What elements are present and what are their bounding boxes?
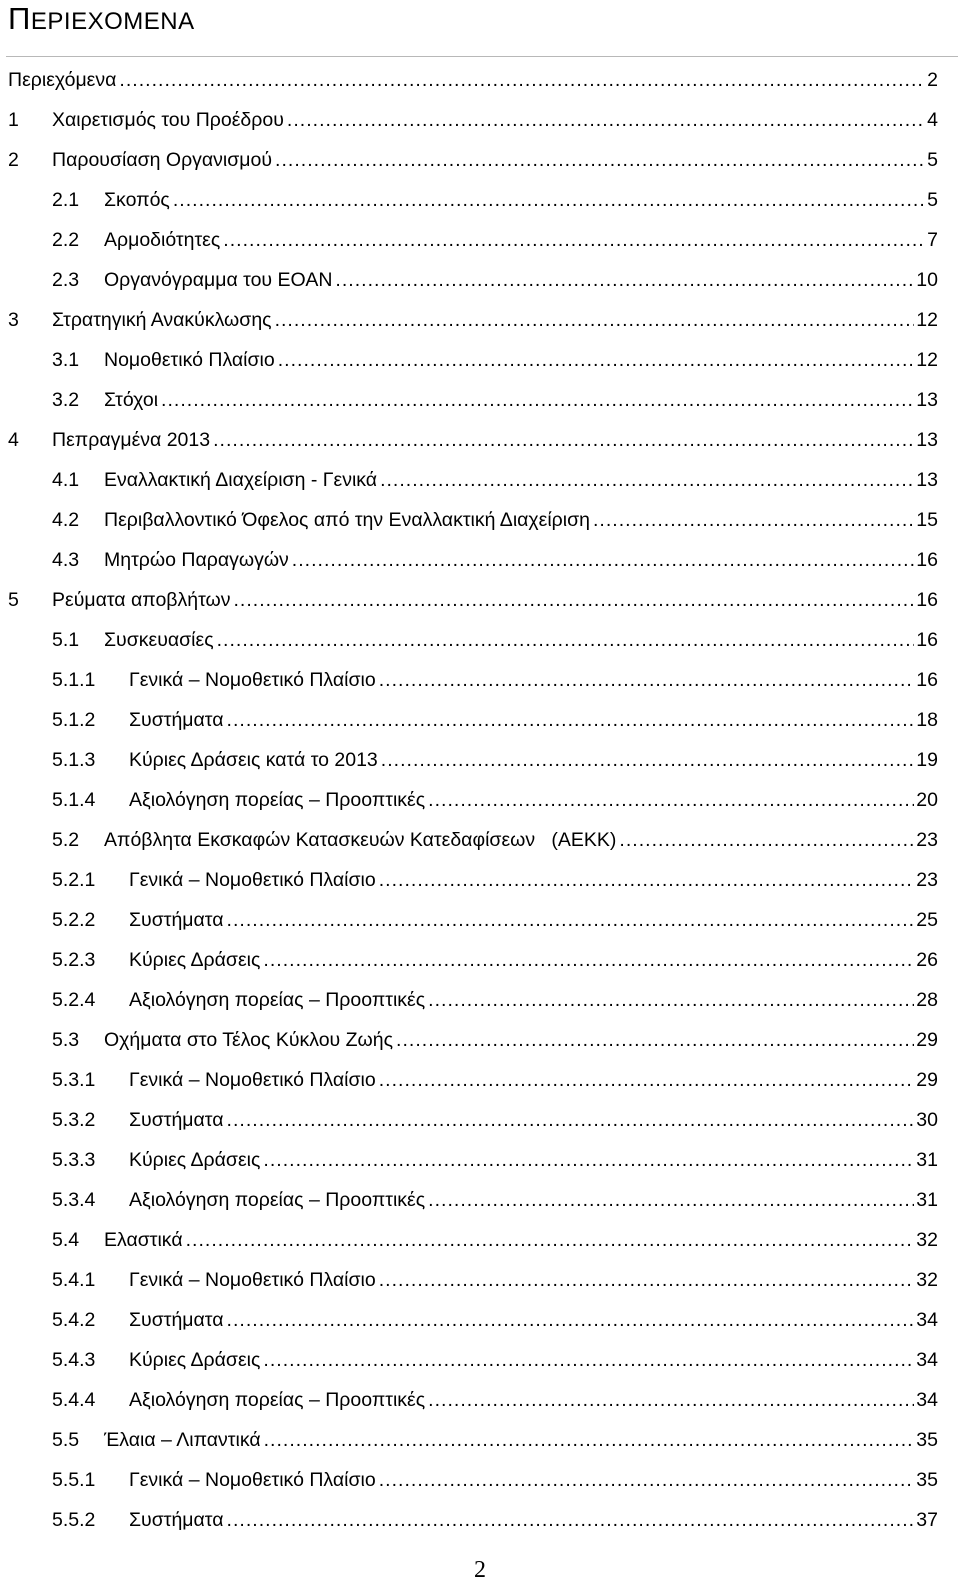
toc-entry-page: 2	[927, 68, 938, 91]
toc-entry-page: 26	[916, 948, 938, 971]
toc-dot-leader	[264, 1429, 915, 1451]
toc-entry-page: 35	[916, 1428, 938, 1451]
toc-entry-page: 29	[916, 1028, 938, 1051]
toc-entry-number: 2.2	[52, 228, 80, 251]
toc-entry[interactable]	[0, 100, 960, 140]
toc-entry-title: Παρουσίαση Οργανισμού	[52, 148, 273, 171]
toc-entry-page: 13	[916, 428, 938, 451]
toc-entry[interactable]	[0, 1260, 960, 1300]
toc-entry-number: 5.3	[52, 1028, 80, 1051]
toc-dot-leader	[428, 789, 914, 811]
toc-dot-leader	[223, 229, 925, 251]
toc-dot-leader	[227, 1509, 915, 1531]
toc-entry-title: Συσκευασίες	[104, 628, 214, 651]
toc-entry-page: 34	[916, 1388, 938, 1411]
toc-entry[interactable]	[0, 380, 960, 420]
toc-entry[interactable]	[0, 1100, 960, 1140]
toc-entry-number: 4.1	[52, 468, 80, 491]
toc-entry[interactable]	[0, 820, 960, 860]
toc-entry[interactable]	[0, 700, 960, 740]
toc-entry-title: Αρμοδιότητες	[104, 228, 221, 251]
toc-entry-page: 19	[916, 748, 938, 771]
toc-entry-page: 16	[916, 548, 938, 571]
toc-entry-title: Γενικά – Νομοθετικό Πλαίσιο	[129, 1268, 376, 1291]
toc-entry-page: 32	[916, 1268, 938, 1291]
toc-entry-number: 5.4.4	[52, 1388, 96, 1411]
toc-entry-title: Αξιολόγηση πορείας – Προοπτικές	[129, 988, 426, 1011]
toc-entry[interactable]	[0, 1140, 960, 1180]
toc-entry[interactable]	[0, 1500, 960, 1540]
toc-dot-leader	[396, 1029, 914, 1051]
toc-entry-page: 34	[916, 1308, 938, 1331]
toc-entry-page: 13	[916, 388, 938, 411]
toc-dot-leader	[263, 1349, 914, 1371]
toc-entry[interactable]	[0, 500, 960, 540]
toc-entry-title: Κύριες Δράσεις	[129, 1148, 261, 1171]
toc-entry[interactable]	[0, 1220, 960, 1260]
toc-entry-page: 20	[916, 788, 938, 811]
toc-entry-page: 34	[916, 1348, 938, 1371]
toc-entry-title: Γενικά – Νομοθετικό Πλαίσιο	[129, 1468, 376, 1491]
toc-entry-number: 5.1.2	[52, 708, 96, 731]
toc-entry-title: Γενικά – Νομοθετικό Πλαίσιο	[129, 868, 376, 891]
toc-entry-number: 2.1	[52, 188, 80, 211]
toc-entry[interactable]	[0, 460, 960, 500]
toc-entry-page: 29	[916, 1068, 938, 1091]
toc-heading-rest: ΕΡΙΕΧΟΜΕΝΑ	[30, 8, 195, 35]
toc-dot-leader	[263, 949, 914, 971]
toc-entry[interactable]	[0, 1420, 960, 1460]
toc-heading	[8, 2, 195, 39]
toc-entry-number: 5.3.1	[52, 1068, 96, 1091]
toc-dot-leader	[379, 869, 915, 891]
toc-entry-title: Αξιολόγηση πορείας – Προοπτικές	[129, 788, 426, 811]
toc-entry[interactable]	[0, 620, 960, 660]
toc-entry-title: Συστήματα	[129, 1508, 224, 1531]
toc-entry-page: 35	[916, 1468, 938, 1491]
toc-list	[0, 60, 960, 1540]
toc-entry-page: 31	[916, 1148, 938, 1171]
toc-entry-number: 1	[8, 108, 19, 131]
toc-dot-leader	[335, 269, 914, 291]
toc-entry-title: Γενικά – Νομοθετικό Πλαίσιο	[129, 668, 376, 691]
toc-entry[interactable]	[0, 180, 960, 220]
toc-entry[interactable]	[0, 1180, 960, 1220]
toc-entry[interactable]	[0, 980, 960, 1020]
toc-entry[interactable]	[0, 860, 960, 900]
page-number: 2	[474, 1557, 486, 1583]
toc-entry-page: 23	[916, 828, 938, 851]
toc-entry-title: Συστήματα	[129, 908, 224, 931]
toc-entry-number: 5.4.2	[52, 1308, 96, 1331]
toc-entry-page: 28	[916, 988, 938, 1011]
toc-entry-title: Σκοπός	[104, 188, 170, 211]
toc-entry-page: 7	[927, 228, 938, 251]
toc-entry-page: 15	[916, 508, 938, 531]
toc-entry[interactable]	[0, 140, 960, 180]
toc-entry-number: 5	[8, 588, 19, 611]
toc-dot-leader	[213, 429, 914, 451]
toc-entry[interactable]	[0, 740, 960, 780]
toc-dot-leader	[379, 1469, 915, 1491]
toc-entry-number: 5.4.1	[52, 1268, 96, 1291]
toc-entry-title: Κύριες Δράσεις κατά το 2013	[129, 748, 378, 771]
toc-dot-leader	[119, 69, 925, 91]
toc-entry-number: 5.5	[52, 1428, 80, 1451]
toc-entry-number: 5.5.1	[52, 1468, 96, 1491]
toc-entry-title: Αξιολόγηση πορείας – Προοπτικές	[129, 1188, 426, 1211]
toc-entry-number: 5.4	[52, 1228, 80, 1251]
toc-entry-title: Εναλλακτική Διαχείριση - Γενικά	[104, 468, 378, 491]
toc-entry-number: 5.2.4	[52, 988, 96, 1011]
toc-entry-number: 5.1.1	[52, 668, 96, 691]
toc-entry-number: 4	[8, 428, 19, 451]
toc-dot-leader	[379, 669, 915, 691]
toc-entry-number: 5.2	[52, 828, 80, 851]
toc-entry-title: Οχήματα στο Τέλος Κύκλου Ζωής	[104, 1028, 394, 1051]
toc-dot-leader	[227, 709, 915, 731]
toc-entry-page: 12	[916, 308, 938, 331]
toc-entry[interactable]	[0, 220, 960, 260]
toc-entry-number: 5.2.2	[52, 908, 96, 931]
toc-dot-leader	[278, 349, 915, 371]
toc-entry-page: 5	[927, 188, 938, 211]
toc-entry-title: Πεπραγμένα 2013	[52, 428, 211, 451]
toc-dot-leader	[292, 549, 915, 571]
toc-heading-initial: Π	[8, 1, 31, 36]
toc-entry-number: 5.1.4	[52, 788, 96, 811]
toc-dot-leader	[619, 829, 914, 851]
toc-dot-leader	[275, 149, 925, 171]
toc-dot-leader	[379, 1269, 915, 1291]
toc-entry[interactable]	[0, 900, 960, 940]
toc-entry-number: 5.1	[52, 628, 80, 651]
toc-entry-number: 3.2	[52, 388, 80, 411]
toc-entry-number: 2.3	[52, 268, 80, 291]
toc-entry-title: Περιεχόμενα	[8, 68, 117, 91]
toc-entry-page: 16	[916, 588, 938, 611]
toc-entry-number: 5.4.3	[52, 1348, 96, 1371]
toc-entry[interactable]	[0, 1020, 960, 1060]
toc-dot-leader	[380, 469, 914, 491]
toc-entry-number: 5.3.2	[52, 1108, 96, 1131]
toc-entry-number: 5.1.3	[52, 748, 96, 771]
toc-entry-number: 4.2	[52, 508, 80, 531]
toc-entry-number: 5.2.1	[52, 868, 96, 891]
toc-entry-title: Μητρώο Παραγωγών	[104, 548, 289, 571]
toc-entry-page: 16	[916, 628, 938, 651]
toc-dot-leader	[381, 749, 915, 771]
toc-entry-page: 31	[916, 1188, 938, 1211]
toc-entry-title: Αξιολόγηση πορείας – Προοπτικές	[129, 1388, 426, 1411]
toc-entry-title: Ελαστικά	[104, 1228, 183, 1251]
toc-entry-title: Χαιρετισμός του Προέδρου	[52, 108, 284, 131]
toc-entry-title: Ρεύματα αποβλήτων	[52, 588, 231, 611]
toc-entry-page: 18	[916, 708, 938, 731]
toc-entry-number: 5.3.3	[52, 1148, 96, 1171]
toc-entry-page: 10	[916, 268, 938, 291]
toc-entry-page: 12	[916, 348, 938, 371]
toc-entry[interactable]	[0, 1340, 960, 1380]
toc-entry-title: Έλαια – Λιπαντικά	[104, 1428, 261, 1451]
toc-entry-title: Νομοθετικό Πλαίσιο	[104, 348, 275, 371]
toc-entry-title: Οργανόγραμμα του ΕΟΑΝ	[104, 268, 333, 291]
toc-entry[interactable]	[0, 420, 960, 460]
toc-entry[interactable]	[0, 260, 960, 300]
toc-dot-leader	[287, 109, 925, 131]
toc-entry-number: 5.5.2	[52, 1508, 96, 1531]
toc-entry-page: 4	[927, 108, 938, 131]
toc-dot-leader	[161, 389, 914, 411]
toc-entry[interactable]	[0, 1380, 960, 1420]
toc-entry-title: Περιβαλλοντικό Όφελος από την Εναλλακτική Διαχείριση	[104, 508, 590, 531]
toc-entry-title: Κύριες Δράσεις	[129, 948, 261, 971]
toc-entry-page: 13	[916, 468, 938, 491]
toc-dot-leader	[227, 1109, 915, 1131]
toc-entry-title: Συστήματα	[129, 1308, 224, 1331]
toc-dot-leader	[234, 589, 915, 611]
toc-entry-title: Κύριες Δράσεις	[129, 1348, 261, 1371]
toc-entry[interactable]	[0, 780, 960, 820]
toc-entry[interactable]	[0, 1460, 960, 1500]
toc-entry[interactable]	[0, 580, 960, 620]
toc-dot-leader	[379, 1069, 915, 1091]
toc-entry-title: Στρατηγική Ανακύκλωσης	[52, 308, 272, 331]
toc-entry-number: 2	[8, 148, 19, 171]
toc-entry-number: 4.3	[52, 548, 80, 571]
toc-entry[interactable]	[0, 340, 960, 380]
heading-divider	[6, 56, 958, 57]
toc-entry-number: 3.1	[52, 348, 80, 371]
toc-entry-title: Γενικά – Νομοθετικό Πλαίσιο	[129, 1068, 376, 1091]
toc-entry[interactable]	[0, 940, 960, 980]
toc-entry[interactable]	[0, 540, 960, 580]
toc-entry-number: 3	[8, 308, 19, 331]
toc-entry-title: Συστήματα	[129, 708, 224, 731]
toc-entry-title: Απόβλητα Εκσκαφών Κατασκευών Κατεδαφίσεων (ΑΕΚΚ)	[104, 828, 617, 851]
toc-dot-leader	[428, 1389, 914, 1411]
toc-entry[interactable]	[0, 1300, 960, 1340]
toc-entry[interactable]	[0, 1060, 960, 1100]
toc-dot-leader	[428, 989, 914, 1011]
toc-dot-leader	[593, 509, 914, 531]
toc-dot-leader	[227, 909, 915, 931]
toc-entry-page: 32	[916, 1228, 938, 1251]
toc-entry-page: 23	[916, 868, 938, 891]
toc-entry-page: 37	[916, 1508, 938, 1531]
toc-dot-leader	[186, 1229, 915, 1251]
toc-entry[interactable]	[0, 60, 960, 100]
toc-entry-number: 5.3.4	[52, 1188, 96, 1211]
toc-entry[interactable]	[0, 660, 960, 700]
toc-dot-leader	[428, 1189, 914, 1211]
toc-dot-leader	[217, 629, 915, 651]
toc-entry-page: 5	[927, 148, 938, 171]
toc-dot-leader	[263, 1149, 914, 1171]
toc-dot-leader	[173, 189, 925, 211]
toc-entry-page: 30	[916, 1108, 938, 1131]
toc-entry-title: Συστήματα	[129, 1108, 224, 1131]
toc-entry-page: 16	[916, 668, 938, 691]
toc-dot-leader	[275, 309, 915, 331]
toc-entry[interactable]	[0, 300, 960, 340]
toc-dot-leader	[227, 1309, 915, 1331]
toc-entry-title: Στόχοι	[104, 388, 159, 411]
toc-entry-page: 25	[916, 908, 938, 931]
toc-entry-number: 5.2.3	[52, 948, 96, 971]
